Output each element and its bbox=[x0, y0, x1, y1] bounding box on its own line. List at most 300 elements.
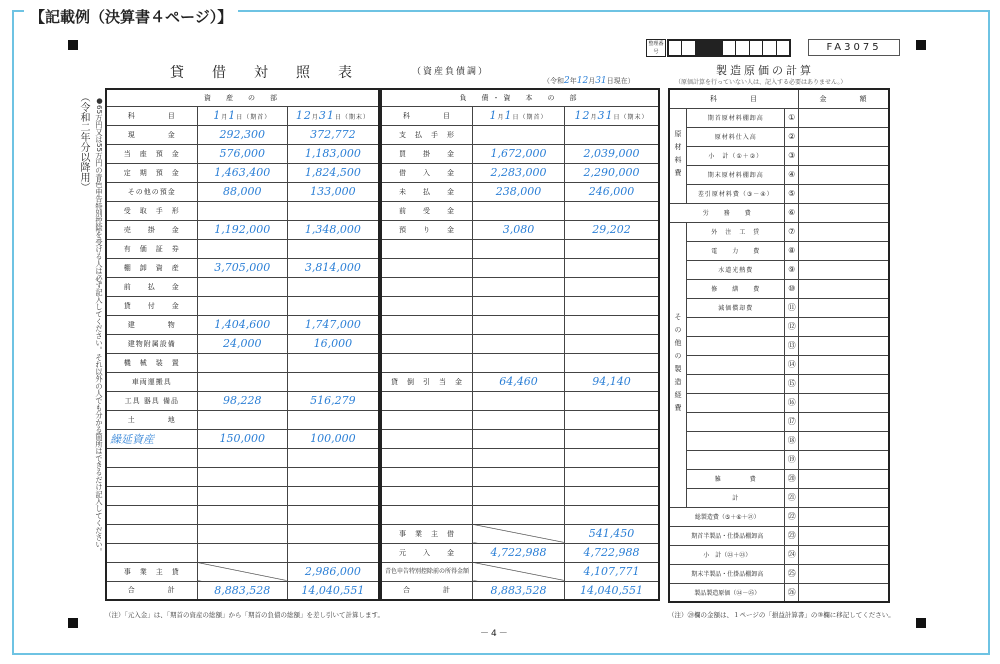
capital-row bbox=[381, 543, 659, 562]
asset-item-label: 建 物 bbox=[106, 315, 197, 334]
asset-begin-value bbox=[197, 277, 287, 296]
labor-cost-label: 労 務 費 bbox=[669, 203, 785, 222]
owner-borrow-row bbox=[381, 524, 659, 543]
mfg-item-label bbox=[687, 374, 785, 393]
material-cost-group-label: 原材料費 bbox=[669, 108, 687, 203]
liability-end-value bbox=[564, 410, 659, 429]
mfg-row bbox=[669, 336, 889, 355]
assets-row bbox=[106, 429, 379, 448]
mfg-amount-cell bbox=[798, 108, 889, 127]
assets-row bbox=[106, 467, 379, 486]
asset-begin-value: 576,000 bbox=[197, 144, 287, 163]
mfg-line-number: ⑰ bbox=[785, 412, 799, 431]
assets-row bbox=[106, 296, 379, 315]
asset-begin-value: 3,705,000 bbox=[197, 258, 287, 277]
mfg-item-label: 小 計（①＋②） bbox=[687, 146, 785, 165]
mfg-row bbox=[669, 241, 889, 260]
mfg-item-label: 期末原材料棚卸高 bbox=[687, 165, 785, 184]
liability-item-label: 借 入 金 bbox=[381, 163, 473, 182]
asset-begin-value bbox=[197, 486, 287, 505]
mfg-summary-label: 小 計（㉒＋㉓） bbox=[669, 545, 785, 564]
mfg-item-label: 減価償却費 bbox=[687, 298, 785, 317]
asset-begin-value: 98,228 bbox=[197, 391, 287, 410]
liabilities-total-row bbox=[381, 581, 659, 600]
liability-begin-value: 238,000 bbox=[473, 182, 565, 201]
liabilities-row bbox=[381, 410, 659, 429]
asset-item-label: 建物附属設備 bbox=[106, 334, 197, 353]
assets-row bbox=[106, 258, 379, 277]
liability-begin-value bbox=[473, 125, 565, 144]
mfg-row bbox=[669, 450, 889, 469]
page-heading: 【記載例（決算書４ページ）】 bbox=[24, 6, 238, 27]
liability-item-label bbox=[381, 448, 473, 467]
mfg-line-number: ⑩ bbox=[785, 279, 799, 298]
asset-item-label: その他の預金 bbox=[106, 182, 197, 201]
mfg-line-number: ⑳ bbox=[785, 469, 799, 488]
mfg-summary-row bbox=[669, 564, 889, 583]
assets-row bbox=[106, 334, 379, 353]
page-number: －4－ bbox=[480, 629, 510, 639]
asset-end-value bbox=[287, 201, 379, 220]
asset-end-value bbox=[287, 467, 379, 486]
liability-begin-value: 64,460 bbox=[473, 372, 565, 391]
mfg-summary-label: 期末半製品・仕掛品棚卸高 bbox=[669, 564, 785, 583]
asset-end-value: 133,000 bbox=[287, 182, 379, 201]
mfg-amount-cell bbox=[798, 336, 889, 355]
asset-end-value bbox=[287, 277, 379, 296]
mfg-item-label: 電 力 費 bbox=[687, 241, 785, 260]
liability-end-value bbox=[564, 353, 659, 372]
liability-begin-value: 3,080 bbox=[473, 220, 565, 239]
liabilities-row bbox=[381, 144, 659, 163]
mfg-line-number: ⑧ bbox=[785, 241, 799, 260]
asset-item-label: 定 期 預 金 bbox=[106, 163, 197, 182]
asset-begin-value bbox=[197, 543, 287, 562]
assets-total-begin: 8,883,528 bbox=[197, 581, 287, 600]
liability-item-label bbox=[381, 353, 473, 372]
mfg-line-number: ⑦ bbox=[785, 222, 799, 241]
liability-end-value bbox=[564, 239, 659, 258]
mfg-row bbox=[669, 374, 889, 393]
capital-begin-value: 4,722,988 bbox=[473, 543, 565, 562]
mfg-amount-cell bbox=[798, 431, 889, 450]
assets-row bbox=[106, 543, 379, 562]
liability-begin-value bbox=[473, 277, 565, 296]
owner-loan-label: 事 業 主 貸 bbox=[106, 562, 197, 581]
mfg-row bbox=[669, 146, 889, 165]
liabilities-col-begin: 1月1日（期首） bbox=[473, 106, 565, 125]
liability-end-value bbox=[564, 201, 659, 220]
liability-end-value bbox=[564, 505, 659, 524]
liability-end-value bbox=[564, 277, 659, 296]
mfg-line-number: ㉔ bbox=[785, 545, 799, 564]
mfg-row bbox=[669, 279, 889, 298]
pre-deduction-income-row bbox=[381, 562, 659, 581]
asset-begin-value: 88,000 bbox=[197, 182, 287, 201]
asset-item-label: 機 械 装 置 bbox=[106, 353, 197, 372]
owner-borrow-begin-diagonal bbox=[473, 524, 565, 543]
assets-row-owner-loan bbox=[106, 562, 379, 581]
assets-row bbox=[106, 448, 379, 467]
mfg-amount-cell bbox=[798, 393, 889, 412]
asset-end-value: 1,747,000 bbox=[287, 315, 379, 334]
mfg-amount-cell bbox=[798, 583, 889, 602]
asset-begin-value bbox=[197, 505, 287, 524]
owner-borrow-label: 事 業 主 借 bbox=[381, 524, 473, 543]
liability-begin-value bbox=[473, 353, 565, 372]
liability-item-label bbox=[381, 334, 473, 353]
liability-item-label bbox=[381, 429, 473, 448]
liability-end-value: 2,290,000 bbox=[564, 163, 659, 182]
mfg-amount-cell bbox=[798, 507, 889, 526]
form-code: FA3075 bbox=[808, 39, 900, 56]
liability-item-label: 未 払 金 bbox=[381, 182, 473, 201]
asset-end-value bbox=[287, 524, 379, 543]
assets-row bbox=[106, 182, 379, 201]
mfg-amount-cell bbox=[798, 222, 889, 241]
mfg-line-number: ㉕ bbox=[785, 564, 799, 583]
mfg-line-number: ② bbox=[785, 127, 799, 146]
mfg-row bbox=[669, 488, 889, 507]
asset-begin-value bbox=[197, 353, 287, 372]
mfg-summary-label: 総製造費（⑤＋⑥＋㉑） bbox=[669, 507, 785, 526]
year-applicability-label: （令和二年分以降用） bbox=[78, 92, 89, 192]
liabilities-row bbox=[381, 353, 659, 372]
mfg-amount-cell bbox=[798, 317, 889, 336]
mfg-row bbox=[669, 317, 889, 336]
mfg-amount-cell bbox=[798, 450, 889, 469]
assets-total-label: 合 計 bbox=[106, 581, 197, 600]
liabilities-total-label: 合 計 bbox=[381, 581, 473, 600]
mfg-item-label bbox=[687, 317, 785, 336]
liabilities-row bbox=[381, 429, 659, 448]
asset-item-label bbox=[106, 486, 197, 505]
mfg-row bbox=[669, 469, 889, 488]
assets-col-begin: 1月1日（期首） bbox=[197, 106, 287, 125]
liability-begin-value bbox=[473, 201, 565, 220]
assets-row bbox=[106, 144, 379, 163]
liabilities-row bbox=[381, 239, 659, 258]
liability-end-value: 94,140 bbox=[564, 372, 659, 391]
corner-mark bbox=[68, 40, 78, 50]
asset-begin-value bbox=[197, 372, 287, 391]
asset-begin-value: 150,000 bbox=[197, 429, 287, 448]
mfg-row bbox=[669, 412, 889, 431]
asset-item-label bbox=[106, 543, 197, 562]
liabilities-row bbox=[381, 125, 659, 144]
asset-item-label: 当 座 預 金 bbox=[106, 144, 197, 163]
manufacturing-cost-note: （原価計算を行っていない人は、記入する必要はありません。） bbox=[675, 79, 847, 86]
mfg-row bbox=[669, 184, 889, 203]
asset-begin-value: 1,463,400 bbox=[197, 163, 287, 182]
asset-item-label bbox=[106, 467, 197, 486]
mfg-amount-cell bbox=[798, 165, 889, 184]
asset-end-value: 16,000 bbox=[287, 334, 379, 353]
asset-end-value: 1,824,500 bbox=[287, 163, 379, 182]
asset-end-value bbox=[287, 486, 379, 505]
mfg-row bbox=[669, 260, 889, 279]
liabilities-row bbox=[381, 372, 659, 391]
asset-end-value: 100,000 bbox=[287, 429, 379, 448]
liabilities-total-end-value: 14,040,551 bbox=[564, 581, 659, 600]
liability-item-label: 貸 倒 引 当 金 bbox=[381, 372, 473, 391]
mfg-line-number: ③ bbox=[785, 146, 799, 165]
liabilities-row bbox=[381, 448, 659, 467]
liability-begin-value: 2,283,000 bbox=[473, 163, 565, 182]
asset-end-value: 372,772 bbox=[287, 125, 379, 144]
liabilities-row bbox=[381, 315, 659, 334]
liability-begin-value bbox=[473, 315, 565, 334]
liability-item-label bbox=[381, 391, 473, 410]
mfg-row-labor bbox=[669, 203, 889, 222]
liability-item-label bbox=[381, 277, 473, 296]
liabilities-row bbox=[381, 201, 659, 220]
asset-begin-value: 292,300 bbox=[197, 125, 287, 144]
liability-begin-value bbox=[473, 505, 565, 524]
assets-row bbox=[106, 486, 379, 505]
mfg-line-number: ① bbox=[785, 108, 799, 127]
liabilities-col-item: 科 目 bbox=[381, 106, 473, 125]
mfg-amount-cell bbox=[798, 526, 889, 545]
liabilities-row bbox=[381, 258, 659, 277]
mfg-line-number: ⑨ bbox=[785, 260, 799, 279]
mfg-line-number: ⑪ bbox=[785, 298, 799, 317]
mfg-amount-cell bbox=[798, 564, 889, 583]
asset-end-value bbox=[287, 505, 379, 524]
asset-item-label: 有 価 証 券 bbox=[106, 239, 197, 258]
liabilities-total-begin-value: 8,883,528 bbox=[473, 581, 565, 600]
asset-begin-value bbox=[197, 201, 287, 220]
mfg-amount-cell bbox=[798, 488, 889, 507]
liability-end-value bbox=[564, 258, 659, 277]
liabilities-row bbox=[381, 277, 659, 296]
mfg-line-number: ㉑ bbox=[785, 488, 799, 507]
capital-label: 元 入 金 bbox=[381, 543, 473, 562]
liability-end-value: 29,202 bbox=[564, 220, 659, 239]
assets-row bbox=[106, 239, 379, 258]
asset-end-value bbox=[287, 448, 379, 467]
asset-begin-value bbox=[197, 467, 287, 486]
liabilities-row bbox=[381, 391, 659, 410]
other-expenses-group-label: その他の製造経費 bbox=[669, 222, 687, 507]
mfg-col-amount: 金 額 bbox=[798, 89, 889, 108]
mfg-amount-cell bbox=[798, 374, 889, 393]
mfg-amount-cell bbox=[798, 127, 889, 146]
asset-end-value: 3,814,000 bbox=[287, 258, 379, 277]
mfg-summary-label: 製品製造原価（㉔－㉕） bbox=[669, 583, 785, 602]
instruction-note: ●65万円又は55万円の青色申告特別控除を受ける人は必ず記入してください。それ以外の人でも分かる箇所はできるだけ記入してください。 bbox=[95, 96, 104, 556]
mfg-amount-cell bbox=[798, 203, 889, 222]
asset-begin-value: 1,192,000 bbox=[197, 220, 287, 239]
assets-row bbox=[106, 277, 379, 296]
corner-mark bbox=[916, 618, 926, 628]
assets-row bbox=[106, 372, 379, 391]
mfg-row bbox=[669, 393, 889, 412]
liabilities-row bbox=[381, 505, 659, 524]
liability-item-label bbox=[381, 315, 473, 334]
liability-begin-value bbox=[473, 448, 565, 467]
asset-begin-value: 1,404,600 bbox=[197, 315, 287, 334]
mfg-item-label: 原材料仕入高 bbox=[687, 127, 785, 146]
liability-item-label bbox=[381, 467, 473, 486]
assets-table bbox=[105, 88, 380, 601]
asset-end-value bbox=[287, 296, 379, 315]
liability-item-label: 支 払 手 形 bbox=[381, 125, 473, 144]
liability-item-label: 預 り 金 bbox=[381, 220, 473, 239]
mfg-item-label: 雑 費 bbox=[687, 469, 785, 488]
liability-begin-value bbox=[473, 258, 565, 277]
liabilities-row bbox=[381, 296, 659, 315]
assets-row bbox=[106, 410, 379, 429]
manufacturing-cost-title: 製造原価の計算 bbox=[716, 64, 814, 77]
mfg-line-number: ㉖ bbox=[785, 583, 799, 602]
liability-begin-value: 1,672,000 bbox=[473, 144, 565, 163]
corner-mark bbox=[68, 618, 78, 628]
mfg-row bbox=[669, 431, 889, 450]
asset-end-value: 1,183,000 bbox=[287, 144, 379, 163]
liability-end-value bbox=[564, 391, 659, 410]
owner-borrow-end-value: 541,450 bbox=[564, 524, 659, 543]
serial-number-boxes bbox=[667, 39, 791, 57]
assets-row bbox=[106, 201, 379, 220]
asset-item-label bbox=[106, 524, 197, 543]
mfg-item-label bbox=[687, 336, 785, 355]
asset-item-label: 受 取 手 形 bbox=[106, 201, 197, 220]
asset-begin-value: 24,000 bbox=[197, 334, 287, 353]
asset-item-label: 車両運搬具 bbox=[106, 372, 197, 391]
mfg-item-label: 水道光熱費 bbox=[687, 260, 785, 279]
liabilities-table bbox=[380, 88, 660, 601]
serial-number-label: 整理番号 bbox=[646, 39, 666, 57]
asset-item-label: 売 掛 金 bbox=[106, 220, 197, 239]
asset-item-label: 繰延資産 bbox=[106, 429, 197, 448]
assets-row-total bbox=[106, 581, 379, 600]
mfg-summary-row bbox=[669, 507, 889, 526]
liability-end-value bbox=[564, 315, 659, 334]
assets-row bbox=[106, 125, 379, 144]
owner-loan-begin-diagonal bbox=[197, 562, 287, 581]
liabilities-row bbox=[381, 163, 659, 182]
liability-end-value bbox=[564, 448, 659, 467]
mfg-row bbox=[669, 298, 889, 317]
asset-item-label: 工具 器具 備品 bbox=[106, 391, 197, 410]
liability-end-value bbox=[564, 334, 659, 353]
liability-item-label: 買 掛 金 bbox=[381, 144, 473, 163]
mfg-line-number: ⑭ bbox=[785, 355, 799, 374]
pre-deduction-income-begin-diagonal bbox=[473, 562, 565, 581]
mfg-amount-cell bbox=[798, 355, 889, 374]
liabilities-row bbox=[381, 220, 659, 239]
corner-mark bbox=[916, 40, 926, 50]
mfg-item-label: 計 bbox=[687, 488, 785, 507]
asset-begin-value bbox=[197, 239, 287, 258]
mfg-line-number: ⑫ bbox=[785, 317, 799, 336]
mfg-line-number: ⑤ bbox=[785, 184, 799, 203]
liability-begin-value bbox=[473, 239, 565, 258]
mfg-line-number: ⑮ bbox=[785, 374, 799, 393]
liability-begin-value bbox=[473, 334, 565, 353]
liability-item-label bbox=[381, 239, 473, 258]
liability-item-label bbox=[381, 410, 473, 429]
liability-item-label bbox=[381, 486, 473, 505]
owner-loan-end-value: 2,986,000 bbox=[287, 562, 379, 581]
assets-section-header: 資 産 の 部 bbox=[106, 89, 379, 106]
mfg-row bbox=[669, 355, 889, 374]
mfg-item-label bbox=[687, 393, 785, 412]
mfg-line-number: ⑲ bbox=[785, 450, 799, 469]
liability-end-value: 246,000 bbox=[564, 182, 659, 201]
liability-begin-value bbox=[473, 467, 565, 486]
mfg-item-label bbox=[687, 355, 785, 374]
liability-end-value bbox=[564, 125, 659, 144]
assets-col-end: 12月31日（期末） bbox=[287, 106, 379, 125]
liability-item-label bbox=[381, 296, 473, 315]
mfg-amount-cell bbox=[798, 260, 889, 279]
asset-end-value bbox=[287, 543, 379, 562]
pre-deduction-income-end-value: 4,107,771 bbox=[564, 562, 659, 581]
liabilities-row bbox=[381, 467, 659, 486]
liability-end-value bbox=[564, 296, 659, 315]
mfg-line-number: ⑥ bbox=[785, 203, 799, 222]
mfg-line-number: ④ bbox=[785, 165, 799, 184]
mfg-item-label: 差引原材料費（③－④） bbox=[687, 184, 785, 203]
assets-row bbox=[106, 353, 379, 372]
asset-item-label: 現 金 bbox=[106, 125, 197, 144]
mfg-row bbox=[669, 108, 889, 127]
assets-row bbox=[106, 315, 379, 334]
assets-col-item: 科 目 bbox=[106, 106, 197, 125]
mfg-row bbox=[669, 165, 889, 184]
assets-total-end: 14,040,551 bbox=[287, 581, 379, 600]
liabilities-col-end: 12月31日（期末） bbox=[564, 106, 659, 125]
footnote-capital: （注）「元入金」は、「期首の資産の総額」から「期首の負債の総額」を差し引いて計算します。 bbox=[105, 611, 384, 619]
mfg-item-label: 修 繕 費 bbox=[687, 279, 785, 298]
mfg-amount-cell bbox=[798, 146, 889, 165]
asset-item-label: 貸 付 金 bbox=[106, 296, 197, 315]
liability-begin-value bbox=[473, 429, 565, 448]
liabilities-row bbox=[381, 182, 659, 201]
liability-end-value bbox=[564, 486, 659, 505]
assets-row bbox=[106, 163, 379, 182]
pre-deduction-income-label: 青色申告特別控除前の所得金額 bbox=[381, 562, 473, 581]
mfg-amount-cell bbox=[798, 298, 889, 317]
mfg-amount-cell bbox=[798, 279, 889, 298]
mfg-amount-cell bbox=[798, 412, 889, 431]
assets-row bbox=[106, 524, 379, 543]
asset-begin-value bbox=[197, 524, 287, 543]
mfg-amount-cell bbox=[798, 469, 889, 488]
footnote-manufacturing: （注）⑳欄の金額は、１ページの「損益計算書」の③欄に移記してください。 bbox=[668, 611, 895, 619]
liability-begin-value bbox=[473, 391, 565, 410]
asset-begin-value bbox=[197, 410, 287, 429]
mfg-amount-cell bbox=[798, 241, 889, 260]
mfg-row bbox=[669, 127, 889, 146]
liability-begin-value bbox=[473, 486, 565, 505]
asset-item-label: 前 払 金 bbox=[106, 277, 197, 296]
mfg-line-number: ⑱ bbox=[785, 431, 799, 450]
liability-item-label: 前 受 金 bbox=[381, 201, 473, 220]
mfg-summary-row bbox=[669, 526, 889, 545]
mfg-row bbox=[669, 222, 889, 241]
mfg-line-number: ⑬ bbox=[785, 336, 799, 355]
liabilities-row bbox=[381, 486, 659, 505]
mfg-item-label bbox=[687, 431, 785, 450]
assets-row bbox=[106, 505, 379, 524]
balance-sheet-date: （令和2年12月31日現在） bbox=[543, 76, 635, 86]
mfg-line-number: ㉓ bbox=[785, 526, 799, 545]
liability-item-label bbox=[381, 258, 473, 277]
liability-begin-value bbox=[473, 296, 565, 315]
